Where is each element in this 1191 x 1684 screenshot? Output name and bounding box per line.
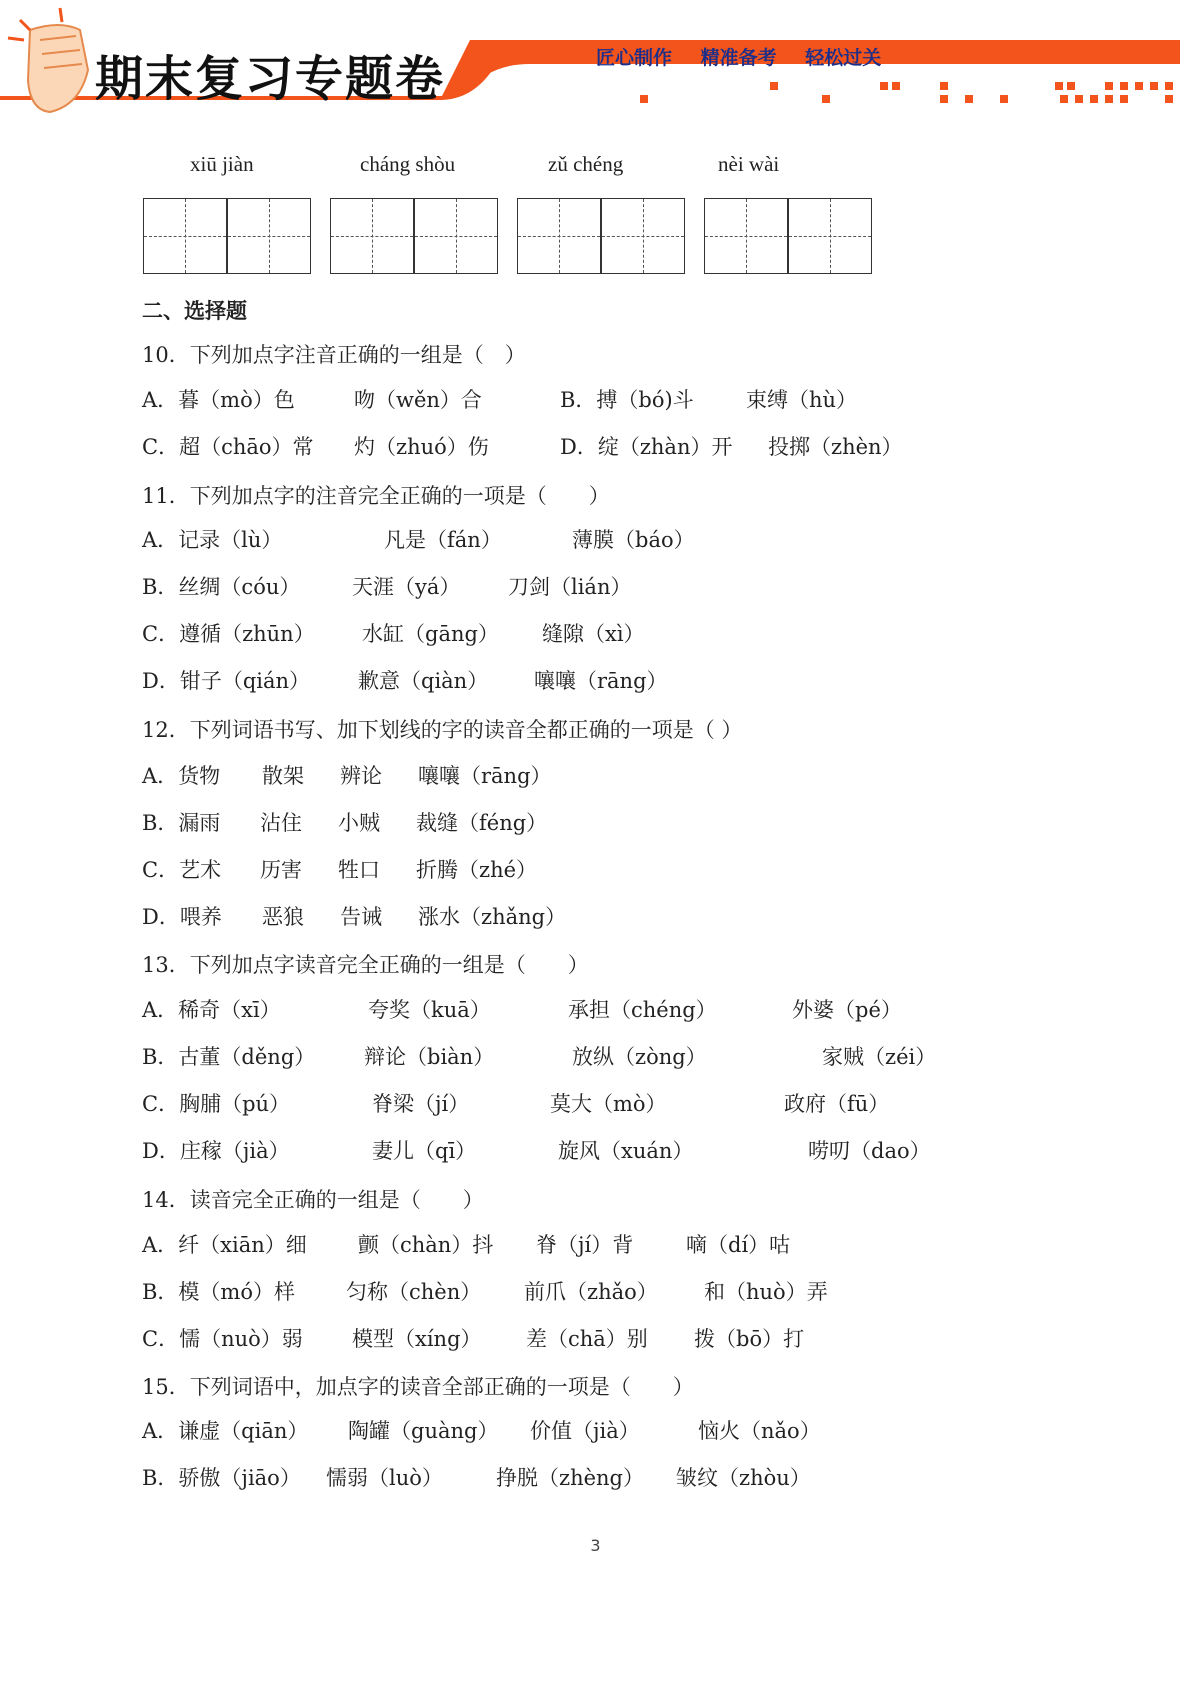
option-item: 莫大（mò） [550, 1092, 667, 1116]
option-item: 辩论（biàn） [364, 1045, 495, 1069]
option-item: D．庄稼（jià） [142, 1139, 290, 1163]
option-item: 恼火（nǎo） [698, 1419, 821, 1443]
option-item: B．漏雨 [142, 811, 221, 835]
option-item: A．谦虚（qiān） [142, 1419, 309, 1443]
option-item: 脊（jí）背 [536, 1233, 634, 1257]
page-number: 3 [590, 1536, 601, 1555]
option-item: 涨水（zhǎng） [418, 905, 567, 929]
writing-grid[interactable] [704, 198, 872, 278]
option-item: A．纤（xiān）细 [142, 1233, 307, 1257]
option-item: 束缚（hù） [746, 388, 858, 412]
question-stem: 15．下列词语中，加点字的读音全部正确的一项是（ ） [142, 1375, 694, 1399]
option-item: 刀剑（lián） [508, 575, 632, 599]
option-item: 陶罐（guàng） [348, 1419, 499, 1443]
header-slogan [596, 43, 903, 70]
option-item: 唠叨（dao） [808, 1139, 931, 1163]
option-item: 嘀（dí）咕 [686, 1233, 791, 1257]
option-item: 灼（zhuó）伤 [354, 435, 489, 459]
option-item: 承担（chéng） [568, 998, 717, 1022]
option-item: 差（chā）别 [526, 1327, 648, 1351]
pinyin-label: xiū jiàn [190, 152, 254, 176]
option-item: 歉意（qiàn） [358, 669, 489, 693]
option-item: 模型（xíng） [352, 1327, 482, 1351]
option-item: 散架 [262, 764, 304, 788]
option-item: 嚷嚷（rāng） [418, 764, 552, 788]
option-item: 裁缝（féng） [416, 811, 548, 835]
option-item: B．古董（děng） [142, 1045, 316, 1069]
option-item: D．喂养 [142, 905, 222, 929]
option-item: 政府（fū） [784, 1092, 890, 1116]
option-item: 告诫 [340, 905, 382, 929]
option-item: 懦弱（luò） [326, 1466, 443, 1490]
option-item: 凡是（fán） [384, 528, 502, 552]
option-item: A．暮（mò）色 [142, 388, 295, 412]
option-item: 历害 [260, 858, 302, 882]
option-item: 天涯（yá） [352, 575, 461, 599]
option-item: C．懦（nuò）弱 [142, 1327, 303, 1351]
option-item: 恶狼 [262, 905, 304, 929]
option-item: C．超（chāo）常 [142, 435, 314, 459]
pinyin-label: nèi wài [718, 152, 780, 176]
option-item: C．胸脯（pú） [142, 1092, 291, 1116]
option-item: 旋风（xuán） [558, 1139, 694, 1163]
option-item: C．遵循（zhūn） [142, 622, 315, 646]
option-item: A．记录（lù） [142, 528, 283, 552]
question-stem: 13．下列加点字读音完全正确的一组是（ ） [142, 953, 589, 977]
option-item: 夸奖（kuā） [368, 998, 491, 1022]
option-item: 吻（wěn）合 [354, 388, 482, 412]
option-item: 水缸（gāng） [362, 622, 499, 646]
option-item: 挣脱（zhèng） [496, 1466, 644, 1490]
option-item: 匀称（chèn） [346, 1280, 482, 1304]
option-item: 嚷嚷（rāng） [534, 669, 668, 693]
option-item: 价值（jià） [530, 1419, 640, 1443]
option-item: 拨（bō）打 [694, 1327, 805, 1351]
option-item: A．货物 [142, 764, 221, 788]
option-item: 妻儿（qī） [372, 1139, 477, 1163]
question-stem: 11．下列加点字的注音完全正确的一项是（ ） [142, 484, 610, 508]
option-item: C．艺术 [142, 858, 222, 882]
option-item: 沾住 [260, 811, 302, 835]
option-item: B．丝绸（cóu） [142, 575, 301, 599]
slogan-item: 匠心制作 [596, 47, 673, 69]
pinyin-label: zǔ chéng [548, 152, 624, 176]
option-item: 缝隙（xì） [542, 622, 645, 646]
option-item: 辨论 [340, 764, 382, 788]
document-title: 期末复习专题卷 [95, 51, 446, 107]
question-stem: 14．读音完全正确的一组是（ ） [142, 1188, 484, 1212]
question-stem: 12．下列词语书写、加下划线的字的读音全都正确的一项是（ ） [142, 718, 743, 742]
option-item: B．搏（bó)斗 [560, 388, 694, 412]
writing-grid[interactable] [143, 198, 311, 278]
option-item: 折腾（zhé） [416, 858, 538, 882]
option-item: 投掷（zhèn） [768, 435, 903, 459]
pinyin-label: cháng shòu [360, 152, 456, 176]
writing-grid[interactable] [330, 198, 498, 278]
option-item: D．钳子（qián） [142, 669, 311, 693]
option-item: 家贼（zéi） [822, 1045, 937, 1069]
option-item: 薄膜（báo） [572, 528, 695, 552]
option-item: 脊梁（jí） [372, 1092, 470, 1116]
option-item: 放纵（zòng） [572, 1045, 707, 1069]
option-item: 皱纹（zhòu） [676, 1466, 811, 1490]
option-item: 和（huò）弄 [704, 1280, 828, 1304]
slogan-item: 轻松过关 [805, 47, 882, 69]
writing-grid[interactable] [517, 198, 685, 278]
option-item: 小贼 [338, 811, 380, 835]
option-item: D．绽（zhàn）开 [560, 435, 733, 459]
option-item: A．稀奇（xī） [142, 998, 281, 1022]
option-item: 牲口 [338, 858, 380, 882]
option-item: B．模（mó）样 [142, 1280, 295, 1304]
option-item: B．骄傲（jiāo） [142, 1466, 301, 1490]
option-item: 外婆（pé） [792, 998, 902, 1022]
question-stem: 10．下列加点字注音正确的一组是（ ） [142, 343, 526, 367]
section-title: 二、选择题 [142, 299, 247, 323]
option-item: 颤（chàn）抖 [358, 1233, 494, 1257]
option-item: 前爪（zhǎo） [524, 1280, 658, 1304]
slogan-item: 精准备考 [700, 47, 777, 69]
